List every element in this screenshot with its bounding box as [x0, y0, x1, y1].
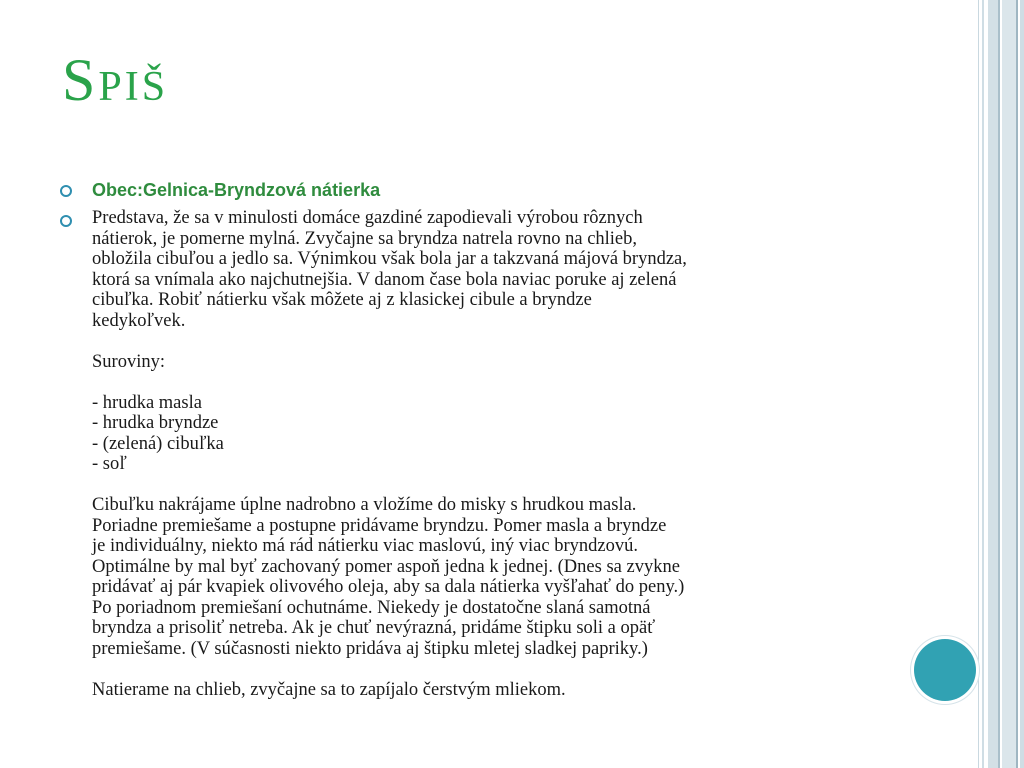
ingredients-list: [92, 393, 888, 475]
content-area: [58, 178, 888, 700]
text-line: Optimálne by mal byť zachovaný pomer aspoň jedna k jednej. (Dnes sa zvykne: [92, 556, 680, 577]
slide-title: Spiš: [62, 47, 169, 113]
text-line: ktorá sa vnímala ako najchutnejšia. V danom čase bola naviac poruke aj zelená: [92, 269, 677, 290]
stripe: [1016, 0, 1018, 768]
decorative-circle-icon: [914, 639, 976, 701]
text-line: Poriadne premiešame a postupne pridávame bryndzu. Pomer masla a bryndze: [92, 515, 667, 536]
text-line: Predstava, že sa v minulosti domáce gazdiné zapodievali výrobou rôznych: [92, 208, 643, 228]
text-line: cibuľka. Robiť nátierku však môžete aj z klasickej cibule a bryndze: [92, 290, 592, 310]
ingredient-item: - (zelená) cibuľka: [92, 433, 224, 454]
ingredient-item: - soľ: [92, 454, 127, 474]
ingredient-item: - hrudka bryndze: [92, 413, 219, 433]
intro-paragraph: [92, 208, 888, 331]
text-line: kedykoľvek.: [92, 310, 186, 331]
stripe: [988, 0, 998, 768]
stripe: [998, 0, 1000, 768]
bullet-heading: [58, 178, 888, 202]
text-line: nátierok, je pomerne mylná. Zvyčajne sa bryndza natrela rovno na chlieb,: [92, 228, 638, 249]
bullet-circle-icon: [60, 185, 72, 197]
section-heading: Obec:Gelnica-Bryndzová nátierka: [92, 180, 381, 200]
text-line: bryndza a prisoliť netreba. Ak je chuť nevýrazná, pridáme štipku soli a opäť: [92, 618, 656, 638]
stripe: [1002, 0, 1016, 768]
body-text: [92, 208, 888, 700]
ingredient-item: - hrudka masla: [92, 392, 202, 413]
stripe: [1020, 0, 1024, 768]
bullet-circle-icon: [60, 215, 72, 227]
text-line: je individuálny, niekto má rád nátierku viac maslovú, iný viac bryndzovú.: [92, 536, 638, 556]
stripe: [982, 0, 984, 768]
text-line: obložila cibuľou a jedlo sa. Výnimkou však bola jar a takzvaná májová bryndza,: [92, 249, 687, 269]
text-line: Cibuľku nakrájame úplne nadrobno a vložíme do misky s hrudkou masla.: [92, 495, 637, 515]
ingredients-label: Suroviny:: [92, 351, 165, 372]
method-paragraph: [92, 495, 888, 659]
stripe: [978, 0, 979, 768]
decorative-stripes: [978, 0, 1024, 768]
text-line: Po poriadnom premiešaní ochutnáme. Niekedy je dostatočne slaná samotná: [92, 597, 651, 618]
bullet-body: [58, 208, 888, 700]
closing-line: Natierame na chlieb, zvyčajne sa to zapíjalo čerstvým mliekom.: [92, 679, 566, 700]
text-line: pridávať aj pár kvapiek olivového oleja, aby sa dala nátierka vyšľahať do peny.): [92, 577, 685, 597]
text-line: premiešame. (V súčasnosti niekto pridáva aj štipku mletej sladkej papriky.): [92, 638, 648, 659]
